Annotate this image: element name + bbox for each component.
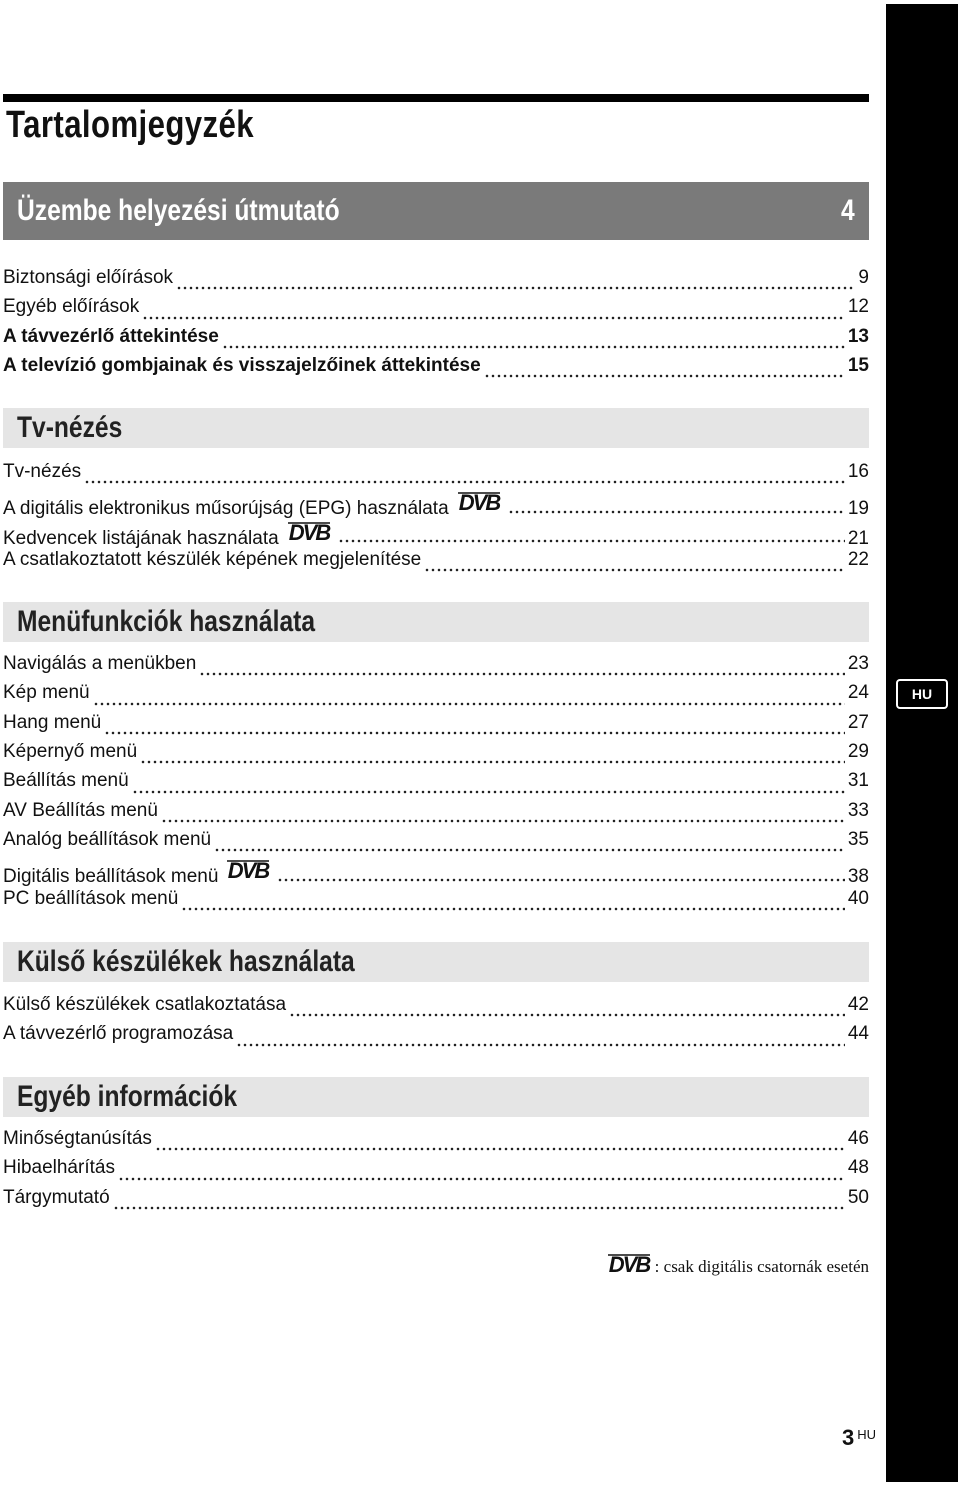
toc-entry-label: PC beállítások menü bbox=[3, 887, 179, 909]
toc-entry-page: 24 bbox=[847, 682, 869, 704]
toc-entry-label: A csatlakoztatott készülék képének megjelenítése bbox=[3, 548, 422, 570]
dot-leader bbox=[236, 1043, 845, 1047]
toc-entry-page: 16 bbox=[847, 461, 869, 482]
toc-entry-page: 27 bbox=[847, 711, 869, 733]
page-number bbox=[842, 1425, 876, 1451]
toc-entry-label: Minőségtanúsítás bbox=[3, 1128, 152, 1149]
dot-leader bbox=[338, 539, 845, 543]
dot-leader bbox=[222, 345, 845, 349]
dot-leader bbox=[424, 568, 845, 572]
toc-entry-page: 13 bbox=[847, 325, 869, 347]
toc-entry-label: Hibaelhárítás bbox=[3, 1157, 115, 1179]
toc-entry-page: 40 bbox=[847, 887, 869, 909]
section-heading: Üzembe helyezési útmutató bbox=[17, 194, 340, 227]
toc-entry[interactable] bbox=[3, 355, 869, 384]
toc-entry-page: 23 bbox=[847, 653, 869, 674]
title-rule bbox=[3, 94, 869, 102]
section-heading: Egyéb információk bbox=[17, 1080, 238, 1113]
dot-leader bbox=[113, 1206, 845, 1210]
dvb-logo-icon bbox=[285, 520, 333, 550]
section-header-tv-viewing bbox=[3, 408, 869, 448]
section-header-external-devices bbox=[3, 942, 869, 982]
toc-entry-label: Egyéb előírások bbox=[3, 296, 140, 318]
toc-entry[interactable] bbox=[3, 829, 869, 858]
toc-entry-page: 42 bbox=[847, 994, 869, 1015]
toc-entry-page: 48 bbox=[847, 1157, 869, 1179]
toc-entry[interactable] bbox=[3, 1187, 869, 1216]
page-number-lang: HU bbox=[857, 1427, 877, 1442]
toc-entry[interactable] bbox=[3, 326, 869, 355]
toc-entry[interactable] bbox=[3, 520, 869, 549]
side-black-bar bbox=[886, 4, 958, 1482]
toc-entry[interactable] bbox=[3, 712, 869, 741]
toc-entry-label: AV Beállítás menü bbox=[3, 799, 158, 821]
toc-entry-page: 15 bbox=[847, 354, 869, 376]
toc-list-menu-functions bbox=[3, 653, 869, 917]
toc-entry-label: Képernyő menü bbox=[3, 740, 138, 762]
toc-entry[interactable] bbox=[3, 1128, 869, 1157]
dvb-logo-icon bbox=[455, 490, 503, 520]
toc-entry-label: Beállítás menü bbox=[3, 770, 129, 792]
toc-entry-page: 46 bbox=[847, 1128, 869, 1149]
dot-leader bbox=[84, 480, 845, 484]
toc-entry-page: 44 bbox=[847, 1023, 869, 1045]
toc-entry-page: 38 bbox=[847, 866, 869, 888]
toc-entry-page: 29 bbox=[847, 740, 869, 762]
toc-entry-label: A távvezérlő áttekintése bbox=[3, 325, 219, 347]
toc-list-external-devices bbox=[3, 994, 869, 1053]
toc-entry-label: Kép menü bbox=[3, 682, 90, 704]
toc-entry[interactable] bbox=[3, 858, 869, 887]
toc-list-other-info bbox=[3, 1128, 869, 1216]
toc-entry-page: 12 bbox=[847, 296, 869, 318]
toc-entry[interactable] bbox=[3, 682, 869, 711]
dvb-logo-icon bbox=[224, 858, 272, 888]
dot-leader bbox=[277, 878, 844, 882]
toc-entry-page: 9 bbox=[858, 267, 869, 288]
toc-entry-page: 19 bbox=[847, 498, 869, 520]
toc-entry-page: 35 bbox=[847, 828, 869, 850]
toc-entry-label: A televízió gombjainak és visszajelzőinek áttekintése bbox=[3, 354, 481, 376]
toc-entry-label: Tárgymutató bbox=[3, 1186, 110, 1208]
toc-entry[interactable] bbox=[3, 1023, 869, 1052]
dot-leader bbox=[484, 374, 845, 378]
toc-entry[interactable] bbox=[3, 741, 869, 770]
section-page: 4 bbox=[841, 194, 855, 227]
footnote-text: : csak digitális csatornák esetén bbox=[654, 1256, 869, 1276]
svg-text:DVB: DVB bbox=[228, 858, 269, 883]
dot-leader bbox=[104, 731, 845, 735]
dot-leader bbox=[508, 510, 845, 514]
toc-entry-page: 31 bbox=[847, 770, 869, 792]
dot-leader bbox=[176, 286, 855, 290]
page-title: Tartalomjegyzék bbox=[6, 104, 255, 146]
toc-entry-page: 50 bbox=[847, 1186, 869, 1208]
dot-leader bbox=[214, 848, 845, 852]
toc-entry[interactable] bbox=[3, 490, 869, 519]
toc-entry[interactable] bbox=[3, 800, 869, 829]
dot-leader bbox=[181, 907, 845, 911]
toc-entry[interactable] bbox=[3, 296, 869, 325]
toc-entry-label: Hang menü bbox=[3, 711, 102, 733]
toc-entry[interactable] bbox=[3, 653, 869, 682]
toc-entry-label: Analóg beállítások menü bbox=[3, 828, 212, 850]
dvb-footnote bbox=[599, 1252, 869, 1281]
dvb-logo-icon bbox=[605, 1252, 653, 1281]
dot-leader bbox=[142, 316, 845, 320]
section-heading: Külső készülékek használata bbox=[17, 945, 355, 978]
page-number-value: 3 bbox=[842, 1425, 855, 1450]
toc-entry-label: Biztonsági előírások bbox=[3, 267, 174, 288]
toc-entry[interactable] bbox=[3, 267, 869, 296]
dot-leader bbox=[140, 760, 845, 764]
toc-entry-page: 33 bbox=[847, 799, 869, 821]
section-header-menu-functions bbox=[3, 602, 869, 642]
section-heading: Menüfunkciók használata bbox=[17, 605, 316, 638]
section-header-other-info bbox=[3, 1077, 869, 1117]
dot-leader bbox=[93, 702, 845, 706]
dot-leader bbox=[155, 1147, 845, 1151]
toc-entry[interactable] bbox=[3, 994, 869, 1023]
toc-entry-label: Digitális beállítások menü bbox=[3, 866, 219, 888]
toc-entry[interactable] bbox=[3, 1157, 869, 1186]
dot-leader bbox=[161, 819, 845, 823]
toc-entry-label: Tv-nézés bbox=[3, 461, 82, 482]
toc-list-setup bbox=[3, 267, 869, 384]
toc-entry-label: Kedvencek listájának használata bbox=[3, 527, 279, 549]
section-header-setup bbox=[3, 182, 869, 240]
toc-entry-page: 21 bbox=[847, 527, 869, 549]
toc-entry-label: Navigálás a menükben bbox=[3, 653, 197, 674]
language-tab: HU bbox=[896, 679, 948, 709]
toc-entry[interactable] bbox=[3, 770, 869, 799]
svg-text:DVB: DVB bbox=[288, 519, 329, 544]
toc-entry[interactable] bbox=[3, 549, 869, 578]
toc-entry[interactable] bbox=[3, 461, 869, 490]
dot-leader bbox=[132, 790, 845, 794]
section-heading: Tv-nézés bbox=[17, 411, 123, 444]
dot-leader bbox=[289, 1013, 845, 1017]
toc-list-tv-viewing bbox=[3, 461, 869, 578]
svg-text:DVB: DVB bbox=[458, 490, 499, 515]
toc-entry-label: A digitális elektronikus műsorújság (EPG) használata bbox=[3, 498, 449, 520]
dot-leader bbox=[199, 672, 845, 676]
toc-entry-label: A távvezérlő programozása bbox=[3, 1023, 234, 1045]
toc-entry-page: 22 bbox=[847, 548, 869, 570]
toc-entry[interactable] bbox=[3, 888, 869, 917]
svg-text:DVB: DVB bbox=[608, 1252, 649, 1276]
toc-entry-label: Külső készülékek csatlakoztatása bbox=[3, 994, 287, 1015]
dot-leader bbox=[118, 1177, 845, 1181]
